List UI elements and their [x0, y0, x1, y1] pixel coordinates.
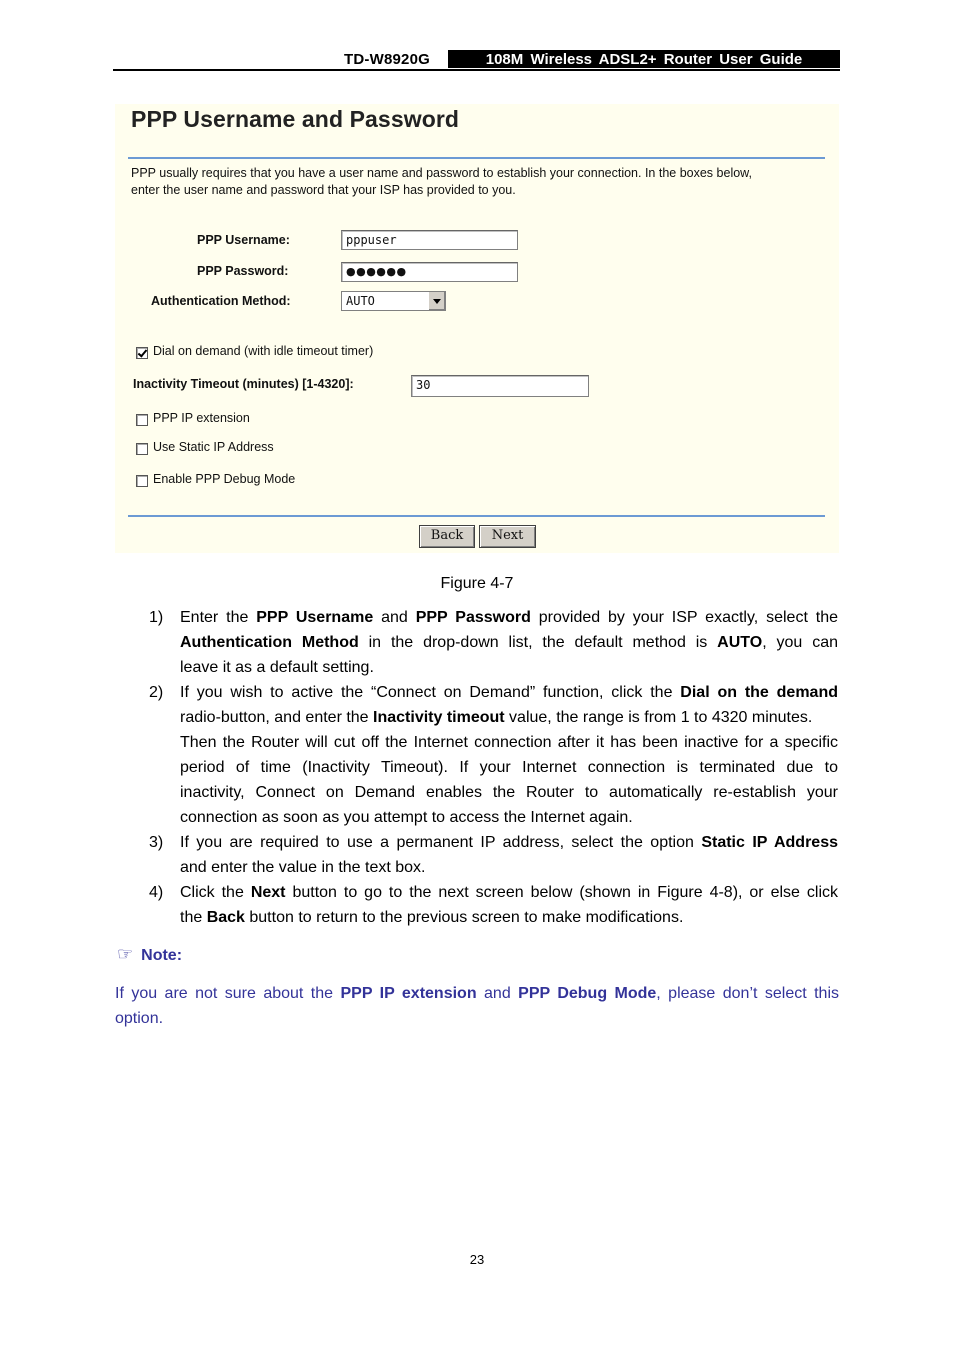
note-text	[115, 981, 839, 1031]
page-header	[113, 49, 840, 71]
text-line: period of time (Inactivity Timeout). If your Internet connection is terminated due to	[180, 759, 838, 776]
page-number: 23	[469, 1252, 485, 1267]
dial-on-demand-label: Dial on demand (with idle timeout timer)	[153, 344, 374, 358]
debug-mode-label: Enable PPP Debug Mode	[153, 472, 296, 486]
step-number: 2)	[149, 684, 164, 701]
chevron-down-icon[interactable]	[428, 292, 445, 310]
step-number: 3)	[149, 834, 164, 851]
text-line: the Back button to return to the previous screen to make modifications.	[180, 909, 684, 926]
auth-method-select[interactable]	[341, 291, 446, 311]
screen-title: PPP Username and Password	[131, 106, 460, 132]
model-name: TD-W8920G	[344, 51, 430, 68]
next-button[interactable]: Next	[479, 525, 536, 548]
timeout-field[interactable]: 30	[411, 375, 589, 397]
top-divider	[128, 157, 825, 159]
text-line: radio-button, and enter the Inactivity timeout value, the range is from 1 to 4320 minutes.	[180, 709, 813, 726]
intro-line: enter the user name and password that your ISP has provided to you.	[131, 183, 516, 197]
text-line: Then the Router will cut off the Internet connection after it has been inactive for a specific	[180, 734, 838, 751]
ppp-ip-extension-label: PPP IP extension	[153, 411, 250, 425]
dial-on-demand-checkbox[interactable]	[136, 347, 148, 359]
password-field[interactable]: ●●●●●●	[341, 262, 518, 282]
debug-mode-checkbox[interactable]	[136, 475, 148, 487]
back-button[interactable]: Back	[419, 525, 475, 548]
text-line: If you are required to use a permanent IP address, select the option Static IP Address	[180, 834, 838, 851]
password-label: PPP Password:	[197, 264, 289, 278]
step-text	[180, 880, 838, 930]
header-rule	[113, 69, 840, 71]
ppp-settings-screenshot	[115, 104, 839, 553]
step-number: 4)	[149, 884, 164, 901]
intro-line: PPP usually requires that you have a user name and password to establish your connection. In the boxes below,	[131, 166, 752, 180]
text-line: and enter the value in the text box.	[180, 859, 426, 876]
text-line: leave it as a default setting.	[180, 659, 374, 676]
ppp-ip-extension-checkbox[interactable]	[136, 414, 148, 426]
text-line: connection as soon as you attempt to access the Internet again.	[180, 809, 633, 826]
guide-title: 108M Wireless ADSL2+ Router User Guide	[448, 50, 840, 68]
intro-text	[131, 165, 821, 199]
figure-caption: Figure 4-7	[440, 575, 514, 592]
static-ip-checkbox[interactable]	[136, 443, 148, 455]
text-line: Enter the PPP Username and PPP Password provided by your ISP exactly, select the	[180, 609, 839, 626]
step-number: 1)	[149, 609, 164, 626]
text-line: inactivity, Connect on Demand enables the Router to automatically re-establish your	[180, 784, 838, 801]
pointing-hand-icon: ☞	[117, 944, 134, 964]
text-line: option.	[115, 1010, 164, 1027]
static-ip-label: Use Static IP Address	[153, 440, 274, 454]
text-line: Click the Next button to go to the next screen below (shown in Figure 4-8), or else click	[180, 884, 838, 901]
note-heading: ☞ Note:	[117, 944, 183, 964]
username-label: PPP Username:	[197, 233, 290, 247]
auth-method-label: Authentication Method:	[151, 294, 291, 308]
bottom-divider	[128, 515, 825, 517]
timeout-label: Inactivity Timeout (minutes) [1-4320]:	[133, 377, 354, 391]
auth-method-value: AUTO	[346, 294, 375, 308]
text-line: Authentication Method in the drop-down list, the default method is AUTO, you can	[180, 634, 838, 651]
username-field[interactable]: pppuser	[341, 230, 518, 250]
step-text	[180, 605, 838, 680]
text-line: If you are not sure about the PPP IP extension and PPP Debug Mode, please don’t select this	[115, 985, 840, 1002]
text-line: If you wish to active the “Connect on Demand” function, click the Dial on the demand	[180, 684, 838, 701]
step-text	[180, 830, 838, 880]
step-text	[180, 680, 838, 830]
